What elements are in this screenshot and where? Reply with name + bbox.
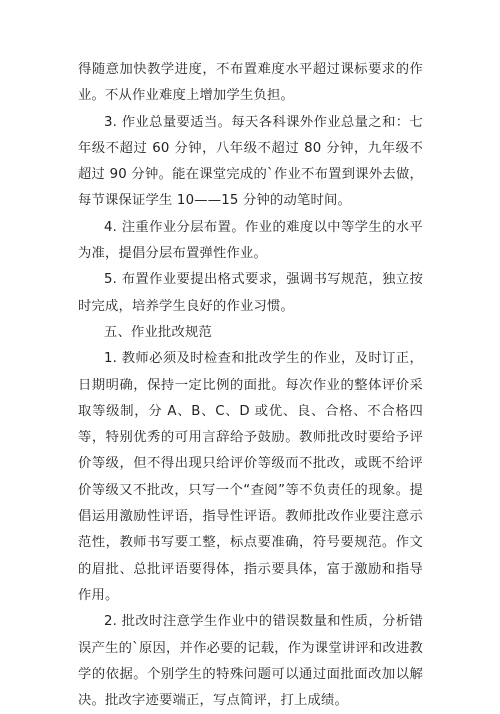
paragraph-item-4: 4. 注重作业分层布置。作业的难度以中等学生的水平为准，提倡分层布置弹性作业。 xyxy=(78,219,423,262)
paragraph-grading-2: 2. 批改时注意学生作业中的错误数量和性质，分析错误产生的`原因，并作必要的记载，作为课堂讲评和改进教学的依据。个别学生的特殊问题可以通过面批面改加以解决。批改字迹要端正，写点简评，打上成绩。 xyxy=(78,614,423,709)
paragraph-item-5: 5. 布置作业要提出格式要求，强调书写规范，独立按时完成，培养学生良好的作业习惯。 xyxy=(78,272,423,314)
paragraph-item-3: 3. 作业总量要适当。每天各科课外作业总量之和：七年级不超过 60 分钟，八年级不超过 80 分钟，九年级不超过 90 分钟。能在课堂完成的`作业不布置到课外去做，每节课保证学生 10——15 分钟的动笔时间。 xyxy=(78,114,423,209)
document-body xyxy=(78,57,423,714)
section-heading: 五、作业批改规范 xyxy=(104,324,212,340)
paragraph-grading-1: 1. 教师必须及时检查和批改学生的作业，及时订正，日期明确，保持一定比例的面批。每次作业的整体评价采取等级制，分 A、B、C、D 或优、良、合格、不合格四等，特别优秀的可用言辞给予鼓励。教师批改时要给予评价等级，但不得出现只给评价等级而不批改，或既不给评价等级又不批改，只写一个“查阅”等不负责任的现象。提倡运用激励性评语，指导性评语。教师批改作业要注意示范性，教师书写要工整，标点要准确，符号要规范。作文的眉批、总批评语要得体，指示要具体，富于激励和指导作用。 xyxy=(78,351,423,603)
paragraph-continuation: 得随意加快教学进度，不布置难度水平超过课标要求的作业。不从作业难度上增加学生负担。 xyxy=(78,62,423,104)
